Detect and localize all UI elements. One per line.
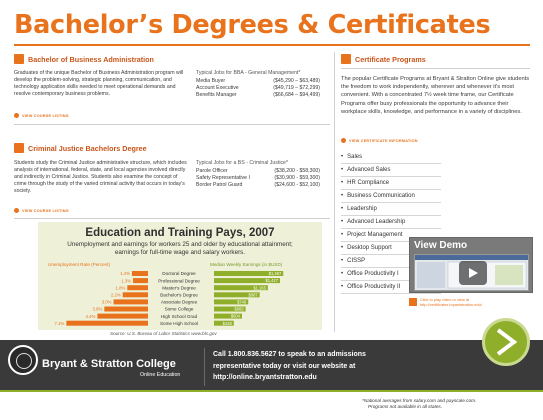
cert-divider (341, 68, 530, 69)
cta-line: representative today or visit our website at (213, 362, 356, 370)
bba-jobs (196, 70, 320, 99)
footnote-line: *National averages from salary.com and payscale.com. (362, 398, 477, 403)
unemployment-label: 3.0% (101, 299, 112, 305)
brand-name: Bryant & Stratton College (42, 358, 176, 370)
category-label: Some College (164, 306, 194, 312)
unemployment-label: 3.8% (92, 306, 103, 312)
category-label: Associate Degree (160, 299, 198, 305)
job-title: Benefits Manager (196, 92, 237, 98)
job-salary: ($38,200 - $58,300) (274, 168, 320, 174)
cert-description: The popular Certificate Programs at Bryant & Stratton Online give students the freedom to work independently, wherever and whenever it's most convenient. With a concentrated 7½ week time frame, our Certificate Programs offer busy professionals the opportunity to advance their workplace skills, knowledge, and performance in a variety of disciplines. (341, 76, 530, 115)
cert-list-item: • HR Compliance (341, 177, 441, 190)
cert-list-item: • Leadership (341, 203, 441, 216)
footer-accent (0, 390, 543, 392)
page-title: Bachelor’s Degrees & Certificates (14, 10, 491, 40)
chevron-right-icon (493, 327, 519, 357)
cert-info-link[interactable] (341, 138, 418, 143)
job-title: Safety Representative I (196, 175, 250, 181)
footnote (362, 398, 476, 410)
unemployment-label: 1.3% (121, 278, 132, 284)
category-label: Some High School (159, 320, 199, 326)
bba-course-link-label: VIEW COURSE LISTING (22, 113, 69, 118)
cj-course-link[interactable] (14, 208, 69, 213)
section-bullet-icon (14, 54, 24, 64)
cert-list-item: • Advanced Leadership (341, 216, 441, 229)
earnings-label: $683 (234, 306, 244, 312)
earnings-label: $1,427 (265, 278, 278, 284)
bba-course-link[interactable] (14, 113, 69, 118)
next-arrow-button[interactable] (482, 318, 530, 366)
job-row (196, 92, 320, 99)
demo-caption-line: Click to play video or view at (420, 297, 470, 302)
chart-plot (38, 269, 322, 329)
unemployment-bar (123, 292, 148, 297)
unemployment-bar (97, 314, 148, 319)
job-row (196, 78, 320, 85)
unemployment-bar (104, 307, 148, 312)
footnote-line: Programs not available in all states. (368, 404, 442, 409)
job-title: Media Buyer (196, 78, 226, 84)
play-button[interactable] (459, 261, 487, 285)
cert-list-item: • Office Productivity II (341, 281, 441, 294)
website-link[interactable]: http://online.bryantstratton.edu (213, 374, 317, 381)
section-divider (14, 124, 330, 125)
chart-title: Education and Training Pays, 2007 (85, 227, 275, 239)
bba-header (14, 54, 154, 64)
cert-header (341, 54, 426, 64)
cert-list-item: • Project Management (341, 229, 441, 242)
brand-subtitle: Online Education (140, 372, 181, 378)
unemployment-bar (133, 278, 148, 283)
unemployment-bar (66, 321, 148, 326)
bba-heading: Bachelor of Business Administration (28, 54, 154, 64)
cj-jobs-title: Typical Jobs for a BS - Criminal Justice* (196, 160, 288, 166)
cj-header (14, 143, 147, 153)
cert-info-link-label: VIEW CERTIFICATE INFORMATION (349, 138, 418, 143)
view-demo-panel[interactable] (409, 237, 533, 293)
cj-course-link-label: VIEW COURSE LISTING (22, 208, 69, 213)
cj-jobs (196, 160, 320, 189)
job-salary: ($30,900 - $59,300) (274, 175, 320, 181)
job-title: Border Patrol Guard (196, 182, 243, 188)
demo-caption-url: http://certificates.bryantstratton.edu/ (420, 302, 482, 308)
chart-subtitle: Unemployment and earnings for workers 25 and older by educational attainment; earnings for full-time wage and salary workers. (67, 241, 293, 256)
cta-line: Call 1.800.836.5627 to speak to an admissions (213, 351, 366, 358)
category-label: Doctoral Degree (162, 271, 196, 277)
cert-list-item: • CISSP (341, 255, 441, 268)
job-salary: ($49,719 – $72,299) (273, 85, 320, 91)
bba-description: Graduates of the unique Bachelor of Business Administration program will develop the problem-solving, strategic planning, communication, and technology application skills needed to meet operational demands and resolve contemporary business problems. (14, 70, 184, 97)
category-label: High School Grad (160, 313, 198, 319)
arrow-icon (14, 208, 19, 213)
chart-source: Source: U.S. Bureau of Labor Statistics www.bls.gov (110, 331, 217, 336)
unemployment-label: 1.8% (115, 285, 126, 291)
cert-list-item: • Sales (341, 151, 441, 164)
bba-jobs-title: Typical Jobs for BBA - General Management* (196, 70, 301, 76)
unemployment-label: 4.4% (85, 313, 96, 319)
cj-description: Students study the Criminal Justice administrative structure, which includes analysis of international, federal, state, and local agencies involved directly and indirectly in Criminal Justice. Students also examine the concept of crime through the study of the varied criminal activity that occurs in today's society. (14, 160, 187, 194)
unemployment-label: 1.4% (120, 271, 130, 277)
legend-earnings: Median Weekly Earnings (in $USD) (210, 262, 283, 267)
college-seal-logo (8, 345, 38, 375)
section-bullet-icon (341, 54, 351, 64)
demo-caption[interactable] (409, 297, 482, 308)
unemployment-bar (127, 285, 148, 290)
job-salary: ($45,290 – $63,489) (273, 78, 320, 84)
job-title: Parole Officer (196, 168, 228, 174)
job-title: Account Executive (196, 85, 239, 91)
category-label: Bachelor's Degree (160, 292, 198, 298)
arrow-icon (341, 138, 346, 143)
job-salary: ($24,600 - $52,100) (274, 182, 320, 188)
earnings-label: $1,497 (268, 271, 282, 277)
category-label: Master's Degree (162, 285, 196, 291)
demo-caption-text (420, 297, 482, 308)
demo-screenshot (414, 254, 529, 291)
cert-list-item: • Business Communication (341, 190, 441, 203)
title-underline (14, 44, 530, 46)
unemployment-label: 7.1% (54, 320, 65, 326)
earnings-label: $987 (248, 292, 258, 298)
video-icon (409, 298, 417, 306)
earnings-label: $1,165 (253, 285, 266, 291)
section-bullet-icon (14, 143, 24, 153)
play-icon (467, 267, 479, 279)
unemployment-bar (132, 271, 148, 276)
section-divider (14, 218, 330, 219)
demo-title: View Demo (414, 240, 468, 251)
cert-heading: Certificate Programs (355, 54, 426, 64)
cert-list-item: • Office Productivity I (341, 268, 441, 281)
footer-divider (204, 348, 205, 386)
legend-unemployment: Unemployment Rate (Percent) (48, 262, 111, 267)
cert-list-item: • Advanced Sales (341, 164, 441, 177)
unemployment-label: 2.2% (110, 292, 121, 298)
job-row (196, 175, 320, 182)
job-row (196, 168, 320, 175)
cj-heading: Criminal Justice Bachelors Degree (28, 143, 147, 153)
cert-list-item: • Desktop Support (341, 242, 441, 255)
job-row (196, 85, 320, 92)
earnings-label: $740 (237, 299, 247, 305)
category-label: Professional Degree (158, 278, 200, 284)
unemployment-bar (114, 299, 149, 304)
education-chart (38, 222, 322, 330)
footer-cta (213, 349, 366, 384)
job-salary: ($66,684 – $94,499) (273, 92, 320, 98)
column-divider (334, 52, 335, 332)
arrow-icon (14, 113, 19, 118)
earnings-label: $604 (230, 313, 240, 319)
job-row (196, 182, 320, 189)
earnings-label: $428 (222, 320, 232, 326)
